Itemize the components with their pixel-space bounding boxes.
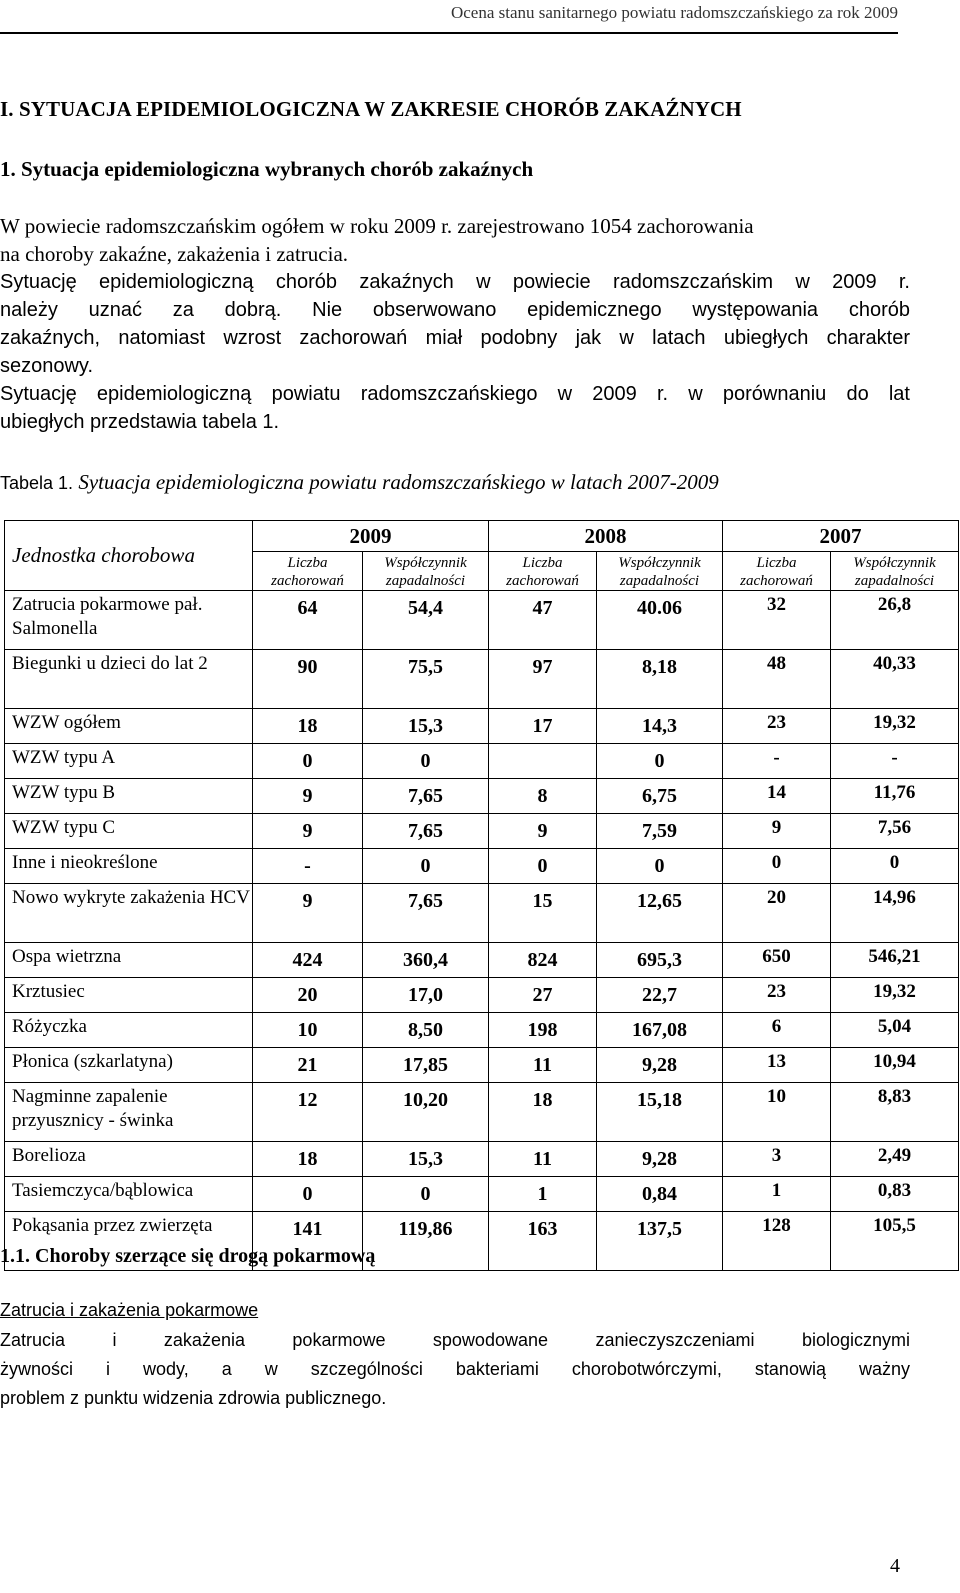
- disease-name-cell: Tasiemczyca/bąblowica: [5, 1177, 253, 1212]
- cases-cell: 9: [253, 884, 363, 943]
- cases-cell: 198: [489, 1013, 597, 1048]
- paragraph-line: problem z punktu widzenia zdrowia publicznego.: [0, 1388, 387, 1408]
- table-row: [5, 814, 959, 849]
- rate-cell: 17,85: [363, 1048, 489, 1083]
- cases-cell: 13: [723, 1048, 831, 1083]
- subheader-cases: Liczba zachorowań: [253, 552, 363, 591]
- table-row: [5, 591, 959, 650]
- table-row: [5, 1083, 959, 1142]
- rate-cell: 14,96: [831, 884, 959, 943]
- cases-cell: 0: [253, 1177, 363, 1212]
- cases-cell: 3: [723, 1142, 831, 1177]
- rate-cell: 0: [363, 1177, 489, 1212]
- rate-cell: 14,3: [597, 709, 723, 744]
- table-row: [5, 849, 959, 884]
- subheader-cases: Liczba zachorowań: [723, 552, 831, 591]
- cases-cell: 141: [253, 1212, 363, 1271]
- rate-cell: 40.06: [597, 591, 723, 650]
- disease-name-cell: WZW ogółem: [5, 709, 253, 744]
- disease-name-cell: Inne i nieokreślone: [5, 849, 253, 884]
- table-caption-label: Tabela 1.: [0, 473, 74, 493]
- disease-name-cell: WZW typu A: [5, 744, 253, 779]
- intro-paragraph-1: [0, 212, 910, 268]
- cases-cell: 18: [253, 709, 363, 744]
- cases-cell: 10: [723, 1083, 831, 1142]
- rate-cell: 10,20: [363, 1083, 489, 1142]
- header-divider: [0, 32, 898, 34]
- cases-cell: 10: [253, 1013, 363, 1048]
- subheader-rate: Współczynnik zapadalności: [597, 552, 723, 591]
- rate-cell: 7,56: [831, 814, 959, 849]
- rate-cell: 546,21: [831, 943, 959, 978]
- rate-cell: 0: [597, 744, 723, 779]
- disease-name-cell: WZW typu C: [5, 814, 253, 849]
- cases-cell: -: [723, 744, 831, 779]
- intro-line: na choroby zakaźne, zakażenia i zatrucia.: [0, 242, 349, 266]
- cases-cell: 15: [489, 884, 597, 943]
- cases-cell: 6: [723, 1013, 831, 1048]
- intro-line: W powiecie radomszczańskim ogółem w roku 2009 r. zarejestrowano 1054 zachorowania: [0, 214, 754, 238]
- table-row: [5, 943, 959, 978]
- rate-cell: 22,7: [597, 978, 723, 1013]
- cases-cell: -: [253, 849, 363, 884]
- cases-cell: 9: [489, 814, 597, 849]
- subheader-cases: Liczba zachorowań: [489, 552, 597, 591]
- rate-cell: 5,04: [831, 1013, 959, 1048]
- cases-cell: 11: [489, 1142, 597, 1177]
- rate-cell: 15,18: [597, 1083, 723, 1142]
- subsection-title: 1. Sytuacja epidemiologiczna wybranych chorób zakaźnych: [0, 157, 534, 181]
- cases-cell: [489, 744, 597, 779]
- table-row: [5, 978, 959, 1013]
- cases-cell: 128: [723, 1212, 831, 1271]
- cases-cell: 48: [723, 650, 831, 709]
- rate-cell: 360,4: [363, 943, 489, 978]
- subsection-title-2: 1.1. Choroby szerzące się drogą pokarmową: [0, 1245, 376, 1267]
- rate-cell: 0: [597, 849, 723, 884]
- rate-cell: 0: [363, 849, 489, 884]
- disease-name-cell: Zatrucia pokarmowe pał. Salmonella: [5, 591, 253, 650]
- year-header: 2008: [489, 521, 723, 552]
- rate-cell: 105,5: [831, 1212, 959, 1271]
- rate-cell: 167,08: [597, 1013, 723, 1048]
- disease-name-cell: Ospa wietrzna: [5, 943, 253, 978]
- unit-header: Jednostka chorobowa: [5, 521, 253, 591]
- rate-cell: -: [831, 744, 959, 779]
- epidemiology-table: [4, 520, 959, 1271]
- cases-cell: 0: [253, 744, 363, 779]
- year-header: 2009: [253, 521, 489, 552]
- cases-cell: 18: [253, 1142, 363, 1177]
- cases-cell: 0: [723, 849, 831, 884]
- cases-cell: 1: [489, 1177, 597, 1212]
- cases-cell: 11: [489, 1048, 597, 1083]
- disease-name-cell: Krztusiec: [5, 978, 253, 1013]
- intro-line: Sytuację epidemiologiczną chorób zakaźnych w powiecie radomszczańskim w 2009 r.: [0, 271, 910, 293]
- disease-name-cell: Pokąsania przez zwierzęta: [5, 1212, 253, 1271]
- cases-cell: 32: [723, 591, 831, 650]
- rate-cell: 75,5: [363, 650, 489, 709]
- rate-cell: 26,8: [831, 591, 959, 650]
- subheader-rate: Współczynnik zapadalności: [363, 552, 489, 591]
- rate-cell: 0: [363, 744, 489, 779]
- rate-cell: 12,65: [597, 884, 723, 943]
- cases-cell: 20: [723, 884, 831, 943]
- table-row: [5, 884, 959, 943]
- disease-name-cell: Borelioza: [5, 1142, 253, 1177]
- rate-cell: 137,5: [597, 1212, 723, 1271]
- rate-cell: 7,65: [363, 779, 489, 814]
- rate-cell: 10,94: [831, 1048, 959, 1083]
- cases-cell: 650: [723, 943, 831, 978]
- table-body: [5, 591, 959, 1271]
- rate-cell: 0: [831, 849, 959, 884]
- cases-cell: 9: [253, 779, 363, 814]
- cases-cell: 90: [253, 650, 363, 709]
- rate-cell: 6,75: [597, 779, 723, 814]
- table-row: [5, 1177, 959, 1212]
- rate-cell: 119,86: [363, 1212, 489, 1271]
- body-paragraph: [0, 1326, 910, 1413]
- disease-name-cell: Płonica (szkarlatyna): [5, 1048, 253, 1083]
- intro-line: należy uznać za dobrą. Nie obserwowano epidemicznego występowania chorób: [0, 299, 910, 321]
- intro-line: sezonowy.: [0, 355, 94, 377]
- cases-cell: 14: [723, 779, 831, 814]
- intro-line: ubiegłych przedstawia tabela 1.: [0, 411, 280, 433]
- intro-paragraph-2: [0, 268, 910, 436]
- paragraph-line: żywności i wody, a w szczególności bakteriami chorobotwórczymi, stanowią ważny: [0, 1359, 910, 1379]
- table-caption: [0, 470, 719, 495]
- intro-line: Sytuację epidemiologiczną powiatu radomszczańskiego w 2009 r. w porównaniu do lat: [0, 383, 910, 405]
- rate-cell: 7,65: [363, 814, 489, 849]
- topic-heading: Zatrucia i zakażenia pokarmowe: [0, 1300, 259, 1320]
- cases-cell: 47: [489, 591, 597, 650]
- rate-cell: 8,83: [831, 1083, 959, 1142]
- cases-cell: 9: [253, 814, 363, 849]
- cases-cell: 97: [489, 650, 597, 709]
- cases-cell: 21: [253, 1048, 363, 1083]
- cases-cell: 23: [723, 978, 831, 1013]
- table-row: [5, 709, 959, 744]
- rate-cell: 8,50: [363, 1013, 489, 1048]
- rate-cell: 0,83: [831, 1177, 959, 1212]
- rate-cell: 8,18: [597, 650, 723, 709]
- running-header: Ocena stanu sanitarnego powiatu radomszczańskiego za rok 2009: [450, 3, 898, 22]
- cases-cell: 23: [723, 709, 831, 744]
- rate-cell: 9,28: [597, 1048, 723, 1083]
- paragraph-line: Zatrucia i zakażenia pokarmowe spowodowane zanieczyszczeniami biologicznymi: [0, 1330, 910, 1350]
- cases-cell: 17: [489, 709, 597, 744]
- rate-cell: 15,3: [363, 709, 489, 744]
- disease-name-cell: Nagminne zapalenie przyusznicy - świnka: [5, 1083, 253, 1142]
- cases-cell: 824: [489, 943, 597, 978]
- cases-cell: 424: [253, 943, 363, 978]
- disease-name-cell: Nowo wykryte zakażenia HCV: [5, 884, 253, 943]
- rate-cell: 7,65: [363, 884, 489, 943]
- cases-cell: 163: [489, 1212, 597, 1271]
- rate-cell: 2,49: [831, 1142, 959, 1177]
- rate-cell: 17,0: [363, 978, 489, 1013]
- table-row: [5, 779, 959, 814]
- disease-name-cell: WZW typu B: [5, 779, 253, 814]
- subheader-rate: Współczynnik zapadalności: [831, 552, 959, 591]
- rate-cell: 9,28: [597, 1142, 723, 1177]
- disease-name-cell: Biegunki u dzieci do lat 2: [5, 650, 253, 709]
- table-row: [5, 744, 959, 779]
- disease-name-cell: Różyczka: [5, 1013, 253, 1048]
- page-number: 4: [890, 1555, 900, 1577]
- rate-cell: 7,59: [597, 814, 723, 849]
- section-title: I. SYTUACJA EPIDEMIOLOGICZNA W ZAKRESIE CHORÓB ZAKAŹNYCH: [0, 97, 742, 121]
- table-row: [5, 650, 959, 709]
- cases-cell: 0: [489, 849, 597, 884]
- rate-cell: 11,76: [831, 779, 959, 814]
- rate-cell: 0,84: [597, 1177, 723, 1212]
- cases-cell: 64: [253, 591, 363, 650]
- cases-cell: 18: [489, 1083, 597, 1142]
- rate-cell: 19,32: [831, 978, 959, 1013]
- table-row: [5, 1048, 959, 1083]
- table-row: [5, 1142, 959, 1177]
- table-row: [5, 1013, 959, 1048]
- rate-cell: 15,3: [363, 1142, 489, 1177]
- rate-cell: 40,33: [831, 650, 959, 709]
- rate-cell: 19,32: [831, 709, 959, 744]
- cases-cell: 20: [253, 978, 363, 1013]
- cases-cell: 1: [723, 1177, 831, 1212]
- cases-cell: 9: [723, 814, 831, 849]
- rate-cell: 54,4: [363, 591, 489, 650]
- year-header: 2007: [723, 521, 959, 552]
- cases-cell: 8: [489, 779, 597, 814]
- table-caption-text: Sytuacja epidemiologiczna powiatu radomszczańskiego w latach 2007-2009: [78, 470, 719, 494]
- cases-cell: 27: [489, 978, 597, 1013]
- rate-cell: 695,3: [597, 943, 723, 978]
- intro-line: zakaźnych, natomiast wzrost zachorowań miał podobny jak w latach ubiegłych charakter: [0, 327, 910, 349]
- cases-cell: 12: [253, 1083, 363, 1142]
